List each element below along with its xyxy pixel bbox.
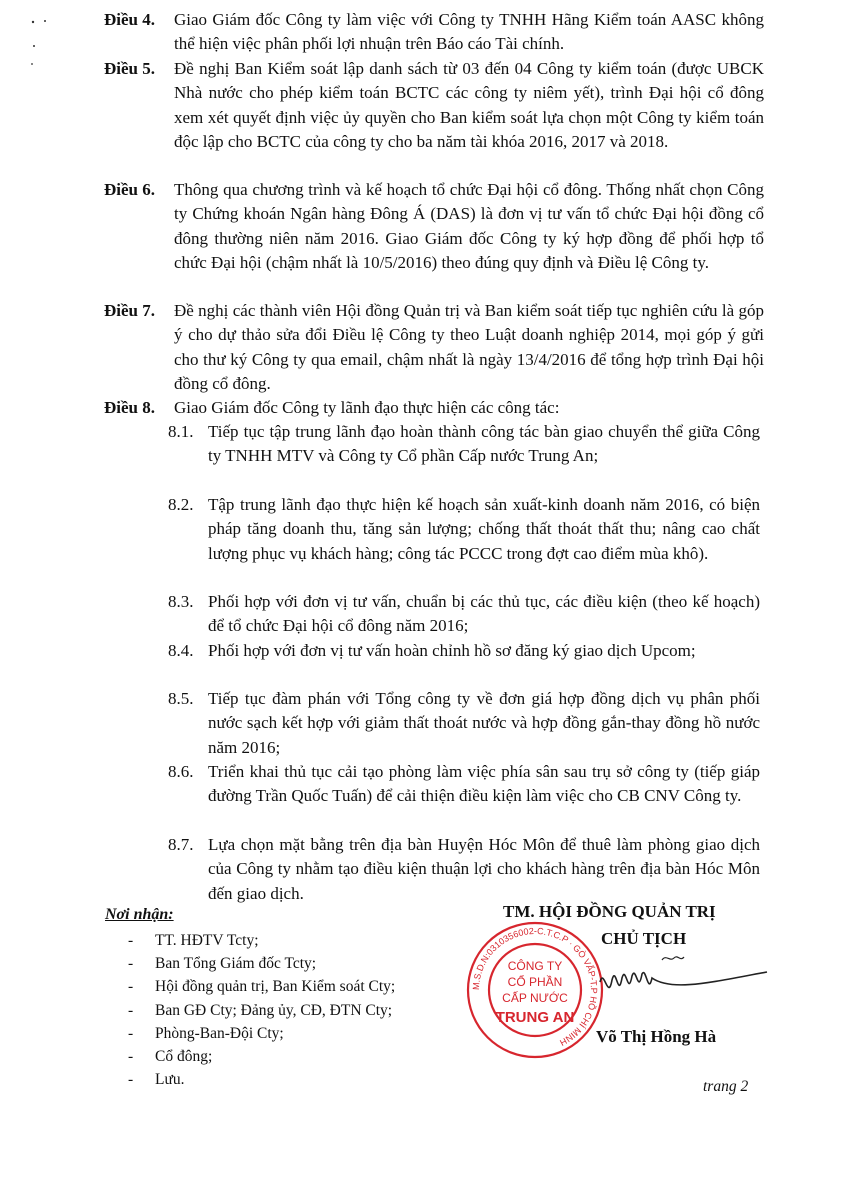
article-5 xyxy=(104,57,764,154)
recipient-item: - TT. HĐTV Tcty; xyxy=(128,932,259,949)
signature-role: CHỦ TỊCH xyxy=(601,929,687,948)
subitem-8-2 xyxy=(168,493,760,566)
subitem-text: Tiếp tục tập trung lãnh đạo hoàn thành công tác bàn giao chuyển thể giữa Công ty TNHH MTV và Công ty Cổ phần Cấp nước Trung An; xyxy=(208,422,760,466)
svg-text:CỔ PHẦN: CỔ PHẦN xyxy=(507,975,563,989)
article-text: Đề nghị Ban Kiểm soát lập danh sách từ 03 đến 04 Công ty kiểm toán (được UBCK Nhà nước cho phép kiểm toán BCTC các công ty niêm yết), trình Đại hội cổ đông xem xét quyết định việc ủy quyền cho Ban kiểm soát lựa chọn một Công ty kiểm toán độc lập cho BCTC của công ty cho ba năm tài khóa 2016, 2017 và 2018. xyxy=(174,59,764,151)
article-text: Thông qua chương trình và kế hoạch tổ chức Đại hội cổ đông. Thống nhất chọn Công ty Chứng khoán Ngân hàng Đông Á (DAS) là đơn vị tư vấn tổ chức Đại hội đồng cổ đông thường niên năm 2016. Giao Giám đốc Công ty ký hợp đồng để phối hợp tổ chức Đại hội (chậm nhất là 10/5/2016) theo đúng quy định và Điều lệ Công ty. xyxy=(174,180,764,272)
subitem-text: Triển khai thủ tục cải tạo phòng làm việc phía sân sau trụ sở công ty (tiếp giáp đường Trần Quốc Tuấn) để cải thiện điều kiện làm việc cho CB CNV Công ty. xyxy=(208,762,760,806)
subitem-number: 8.3. xyxy=(168,592,194,611)
recipient-item: - Lưu. xyxy=(128,1071,185,1089)
svg-text:CẤP NƯỚC: CẤP NƯỚC xyxy=(502,991,568,1005)
subitem-8-1 xyxy=(168,420,760,469)
recipient-item: - Ban GĐ Cty; Đảng ủy, CĐ, ĐTN Cty; xyxy=(128,1001,393,1019)
article-text: Giao Giám đốc Công ty lãnh đạo thực hiện các công tác: xyxy=(174,398,560,417)
subitem-text: Tập trung lãnh đạo thực hiện kế hoạch sản xuất-kinh doanh năm 2016, có biện pháp tăng doanh thu, tăng sản lượng; chống thất thoát thất thu; nâng cao chất lượng phục vụ khách hàng; công tác PCCC trong đợt cao điểm mùa khô). xyxy=(208,495,760,563)
company-seal xyxy=(465,920,605,1060)
article-8 xyxy=(104,396,764,420)
article-label: Điều 6. xyxy=(104,180,155,199)
signature-title: TM. HỘI ĐỒNG QUẢN TRỊ xyxy=(503,902,716,921)
subitem-number: 8.6. xyxy=(168,762,194,781)
subitem-8-4 xyxy=(168,639,760,663)
subitem-number: 8.2. xyxy=(168,495,194,514)
recipients-list xyxy=(128,929,395,1091)
article-4 xyxy=(104,8,764,57)
article-7 xyxy=(104,299,764,396)
recipient-item: - Hội đồng quản trị, Ban Kiểm soát Cty; xyxy=(128,978,396,996)
article-text: Đề nghị các thành viên Hội đồng Quản trị và Ban kiểm soát tiếp tục nghiên cứu là góp ý cho dự thảo sửa đổi Điều lệ Công ty theo Luật doanh nghiệp 2014, mọi góp ý gửi cho thư ký Công ty qua email, chậm nhất là ngày 13/4/2016 để tổng hợp trình Đại hội đồng cổ đông. xyxy=(174,301,764,393)
subitem-number: 8.7. xyxy=(168,835,194,854)
recipients-title: Nơi nhận: xyxy=(105,906,174,923)
svg-text:M.S.D.N:0310356002-C.T.C.P · G: M.S.D.N:0310356002-C.T.C.P · GÒ VẤP-T.P HỒ CHÍ MINH xyxy=(470,925,600,1048)
article-text: Giao Giám đốc Công ty làm việc với Công ty TNHH Hãng Kiểm toán AASC không thể hiện việc phân phối lợi nhuận trên Báo cáo Tài chính. xyxy=(174,10,764,54)
subitem-8-3 xyxy=(168,590,760,639)
recipient-item: - Phòng-Ban-Đội Cty; xyxy=(128,1024,284,1042)
article-label: Điều 8. xyxy=(104,398,155,417)
article-label: Điều 4. xyxy=(104,10,155,29)
recipient-item: - Cổ đông; xyxy=(128,1048,213,1066)
subitem-number: 8.4. xyxy=(168,641,194,660)
subitem-text: Tiếp tục đàm phán với Tổng công ty về đơn giá hợp đồng dịch vụ phân phối nước sạch kết hợp với giảm thất thoát nước và hợp đồng gắn-thay đồng hồ nước năm 2016; xyxy=(208,689,760,757)
handwritten-signature xyxy=(592,952,772,1012)
scan-specks xyxy=(25,8,55,68)
article-label: Điều 7. xyxy=(104,301,155,320)
svg-text:CÔNG TY: CÔNG TY xyxy=(507,959,563,973)
subitem-number: 8.5. xyxy=(168,689,194,708)
recipient-item: - Ban Tổng Giám đốc Tcty; xyxy=(128,955,317,973)
article-6 xyxy=(104,178,764,275)
subitem-text: Phối hợp với đơn vị tư vấn hoàn chỉnh hồ sơ đăng ký giao dịch Upcom; xyxy=(208,641,696,660)
subitem-text: Lựa chọn mặt bằng trên địa bàn Huyện Hóc Môn để thuê làm phòng giao dịch của Công ty nhằm tạo điều kiện thuận lợi cho khách hàng trên địa bàn Hóc Môn đến giao dịch. xyxy=(208,835,760,903)
subitem-text: Phối hợp với đơn vị tư vấn, chuẩn bị các thủ tục, các điều kiện (theo kế hoạch) để tổ chức Đại hội cổ đông năm 2016; xyxy=(208,592,760,636)
signer-name: Võ Thị Hồng Hà xyxy=(596,1027,717,1046)
subitem-number: 8.1. xyxy=(168,422,194,441)
subitem-8-5 xyxy=(168,687,760,760)
svg-text:TRUNG AN: TRUNG AN xyxy=(495,1009,575,1026)
subitem-8-7 xyxy=(168,833,760,906)
article-label: Điều 5. xyxy=(104,59,155,78)
page-number: trang 2 xyxy=(703,1078,749,1095)
subitem-8-6 xyxy=(168,760,760,809)
